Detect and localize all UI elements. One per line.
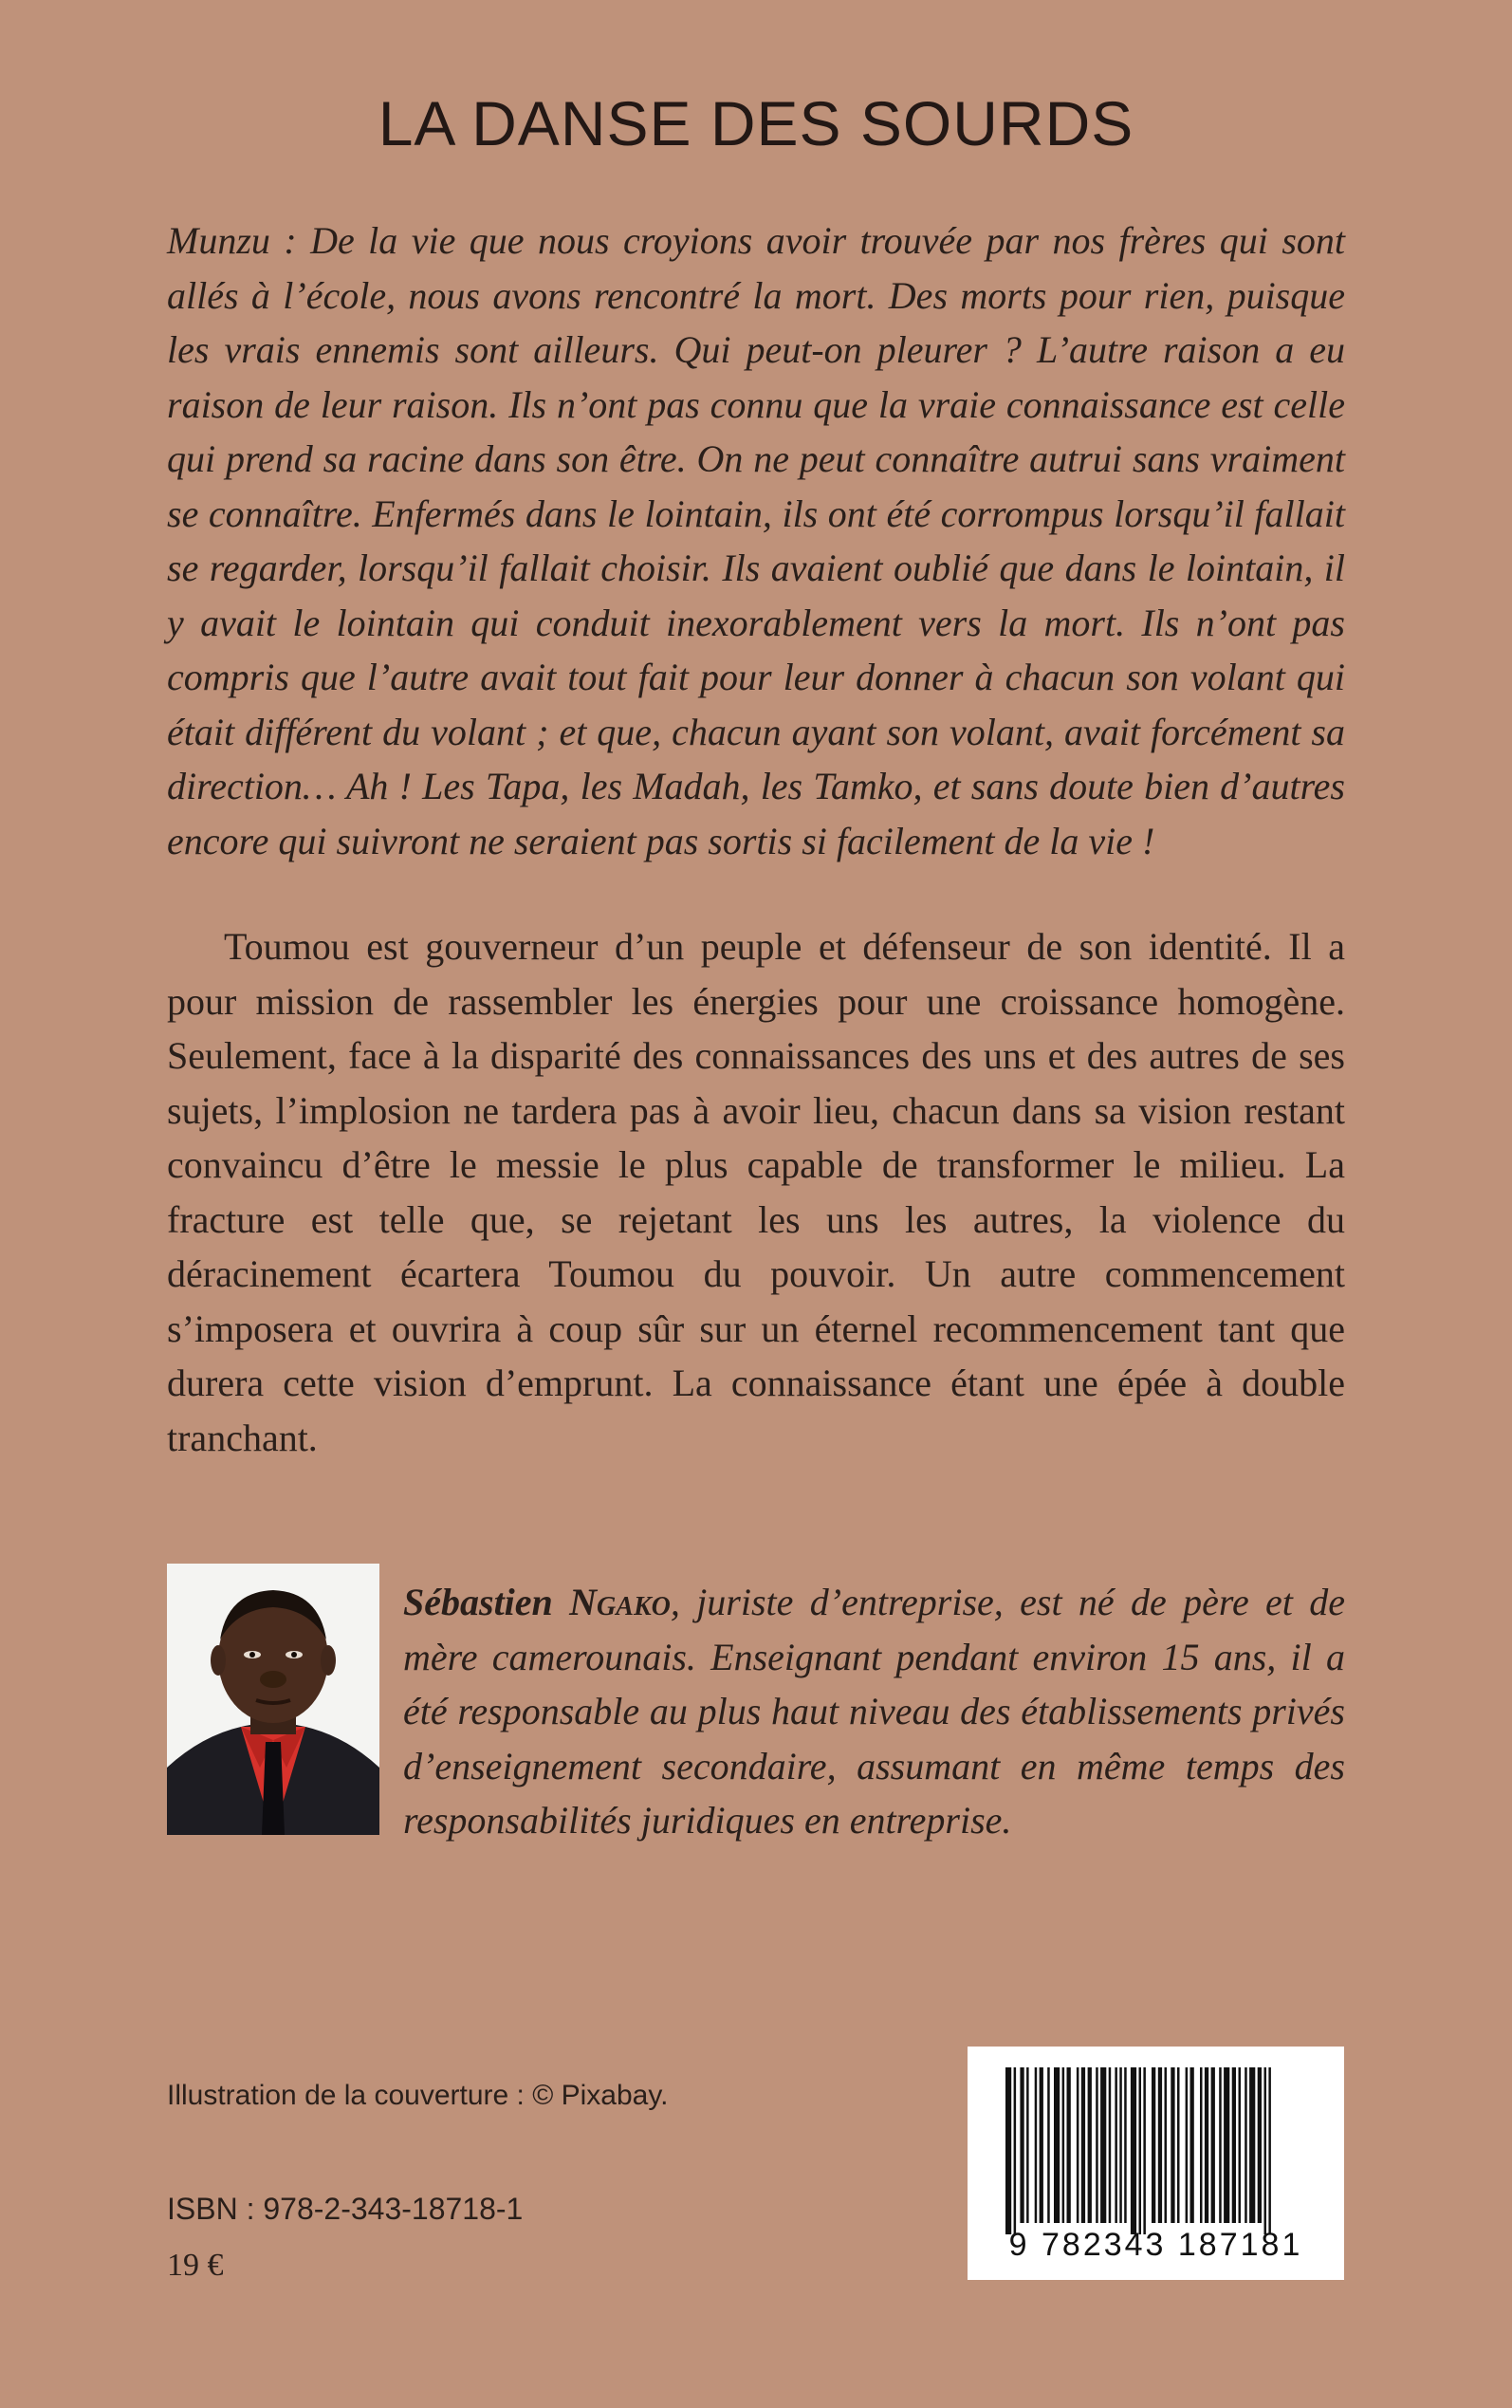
isbn: ISBN : 978-2-343-18718-1 xyxy=(167,2192,524,2226)
author-name: Sébastien Ngako xyxy=(403,1581,671,1623)
synopsis: Toumou est gouverneur d’un peuple et défenseur de son identité. Il a pour mission de rassembler les énergies pour une croissance homogène. Seulement, face à la disparité des connaissances des uns et des autres de ses sujets, l’implosion ne tardera pas à avoir lieu, chacun dans sa vision restant convaincu d’être le messie le plus capable de transformer le milieu. La fracture est telle que, se rejetant les uns les autres, la violence du déracinement écartera Toumou du pouvoir. Un autre commencement s’imposera et ouvrira à coup sûr sur un éternel recommencement tant que durera cette vision d’emprunt. La connaissance étant une épée à double tranchant. xyxy=(167,925,1345,1459)
quote-excerpt: Munzu : De la vie que nous croyions avoir trouvée par nos frères qui sont allés à l’école, nous avons rencontré la mort. Des morts pour rien, puisque les vrais ennemis sont ailleurs. Qui peut-on pleurer ? L’autre raison a eu raison de leur raison. Ils n’ont pas connu que la vraie connaissance est celle qui prend sa racine dans son être. On ne peut connaître autrui sans vraiment se connaître. Enfermés dans le lointain, ils ont été corrompus lorsqu’il fallait se regarder, lorsqu’il fallait choisir. Ils avaient oublié que dans le lointain, il y avait le lointain qui conduit inexorablement vers la mort. Ils n’ont pas compris que l’autre avait tout fait pour leur donner à chacun son volant qui était différent du volant ; et que, chacun ayant son volant, avait forcément sa direction… Ah ! Les Tapa, les Madah, les Tamko, et sans doute bien d’autres encore qui suivront ne seraient pas sortis si facilement de la vie ! xyxy=(167,219,1345,862)
author-photo xyxy=(167,1564,379,1835)
price: 19 € xyxy=(167,2248,224,2283)
book-title: LA DANSE DES SOURDS xyxy=(378,88,1134,158)
barcode-digits: 9 782343 187181 xyxy=(1008,2227,1303,2263)
author-bio-text: , juriste d’entreprise, est né de père et de mère camerounais. Enseignant pendant environ 15 ans, il a été responsable au plus haut niveau des établissements privés d’enseignement secondaire, assumant en même temps des responsabilités juridiques en entreprise. xyxy=(403,1581,1346,1842)
illustration-credit: Illustration de la couverture : © Pixabay. xyxy=(167,2080,669,2111)
author-portrait-image xyxy=(167,1564,379,1835)
author-bio xyxy=(403,1575,1345,1848)
barcode xyxy=(968,2047,1344,2280)
